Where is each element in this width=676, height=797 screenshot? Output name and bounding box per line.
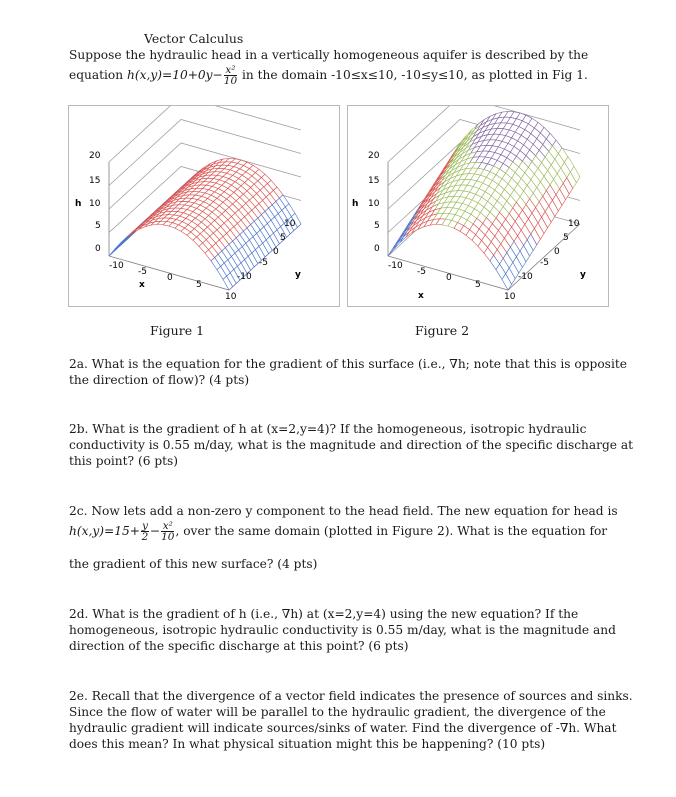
intro-line-2 (69, 65, 588, 86)
equation-1-lhs: h(x,y)=10+0y− (127, 68, 223, 82)
x-tick: -5 (138, 267, 147, 277)
question-2c-line-3: the gradient of this new surface? (4 pts) (69, 557, 318, 571)
h-tick: 20 (89, 151, 101, 161)
y-axis-label: y (295, 270, 301, 280)
x-tick: 10 (504, 292, 516, 302)
h-tick: 15 (89, 176, 101, 186)
question-2c-line-2 (69, 521, 607, 542)
equation-2-frac1-num: y (141, 520, 148, 532)
question-2d-line-1: 2d. What is the gradient of h (i.e., ∇h) at (x=2,y=4) using the new equation? If the (69, 607, 579, 621)
y-tick: -10 (237, 272, 252, 282)
y-tick: 0 (554, 247, 560, 257)
h-tick: 5 (374, 221, 380, 231)
figure-1-caption: Figure 1 (150, 323, 205, 338)
h-tick: 10 (368, 199, 380, 209)
grid-line (109, 106, 301, 162)
h-tick: 0 (95, 244, 101, 254)
y-axis-label: y (580, 270, 586, 280)
y-tick: 10 (284, 219, 296, 229)
question-2b-line-1: 2b. What is the gradient of h at (x=2,y=4)? If the homogeneous, isotropic hydraulic (69, 422, 587, 436)
figure-2-caption: Figure 2 (415, 323, 470, 338)
question-2c-line-2-suffix: , over the same domain (plotted in Figure 2). What is the equation for (175, 524, 608, 538)
equation-2-fraction-2 (161, 521, 174, 542)
question-2e-line-2: Since the flow of water will be parallel to the hydraulic gradient, the divergence of the (69, 705, 606, 719)
question-2b-line-3: this point? (6 pts) (69, 454, 179, 468)
equation-2-frac2-num: x² (162, 520, 173, 532)
question-2e-line-3: hydraulic gradient will indicate sources/sinks of water. Find the divergence of -∇h. What (69, 721, 617, 735)
x-tick: 0 (446, 273, 452, 283)
x-tick: 5 (475, 280, 481, 290)
x-tick: 10 (225, 292, 237, 302)
y-tick: -5 (259, 258, 268, 268)
intro-line-1: Suppose the hydraulic head in a vertically homogeneous aquifer is described by the (69, 48, 589, 62)
question-2a-line-2: the direction of flow)? (4 pts) (69, 373, 250, 387)
figure-2 (347, 105, 609, 307)
h-tick: 0 (374, 244, 380, 254)
x-tick: -10 (388, 261, 403, 271)
x-tick: 5 (196, 280, 202, 290)
question-2d-line-2: homogeneous, isotropic hydraulic conductivity is 0.55 m/day, what is the magnitude and (69, 623, 616, 637)
h-axis-label: h (352, 199, 359, 209)
h-axis-label: h (75, 199, 82, 209)
figure-2-plot (348, 106, 608, 306)
equation-2-fraction-1 (141, 521, 149, 542)
x-tick: -10 (109, 261, 124, 271)
x-tick: 0 (167, 273, 173, 283)
y-tick: 10 (568, 219, 580, 229)
equation-2-minus: − (149, 524, 161, 538)
figure-1-plot (69, 106, 339, 306)
equation-1-fraction (224, 65, 237, 86)
x-tick: -5 (417, 267, 426, 277)
equation-1-denominator: 10 (223, 75, 238, 87)
equation-2-frac2-den: 10 (161, 531, 175, 543)
question-2e-line-4: does this mean? In what physical situation might this be happening? (10 pts) (69, 737, 546, 751)
h-tick: 20 (368, 151, 380, 161)
equation-2-frac1-den: 2 (141, 531, 149, 543)
intro-prefix: equation (69, 68, 127, 82)
y-tick: -10 (518, 272, 533, 282)
intro-suffix: in the domain -10≤x≤10, -10≤y≤10, as plotted in Fig 1. (238, 68, 588, 82)
y-tick: 0 (273, 247, 279, 257)
h-tick: 15 (368, 176, 380, 186)
equation-2-lhs: h(x,y)=15+ (69, 524, 140, 538)
question-2a-line-1: 2a. What is the equation for the gradient of this surface (i.e., ∇h; note that this is opposite (69, 357, 627, 371)
question-2d-line-3: direction of the specific discharge at this point? (6 pts) (69, 639, 409, 653)
h-tick: 5 (95, 221, 101, 231)
question-2b-line-2: conductivity is 0.55 m/day, what is the magnitude and direction of the specific discharge at (69, 438, 634, 452)
figure-1 (68, 105, 340, 307)
page-title: Vector Calculus (144, 31, 244, 46)
y-tick: -5 (540, 258, 549, 268)
question-2c-line-1: 2c. Now lets add a non-zero y component to the head field. The new equation for head is (69, 504, 618, 518)
y-tick: 5 (280, 233, 286, 243)
y-tick: 5 (563, 233, 569, 243)
question-2e-line-1: 2e. Recall that the divergence of a vector field indicates the presence of sources and sinks. (69, 689, 633, 703)
h-tick: 10 (89, 199, 101, 209)
x-axis-label: x (418, 291, 424, 301)
x-axis-label: x (139, 280, 145, 290)
equation-1-numerator: x² (225, 64, 236, 76)
